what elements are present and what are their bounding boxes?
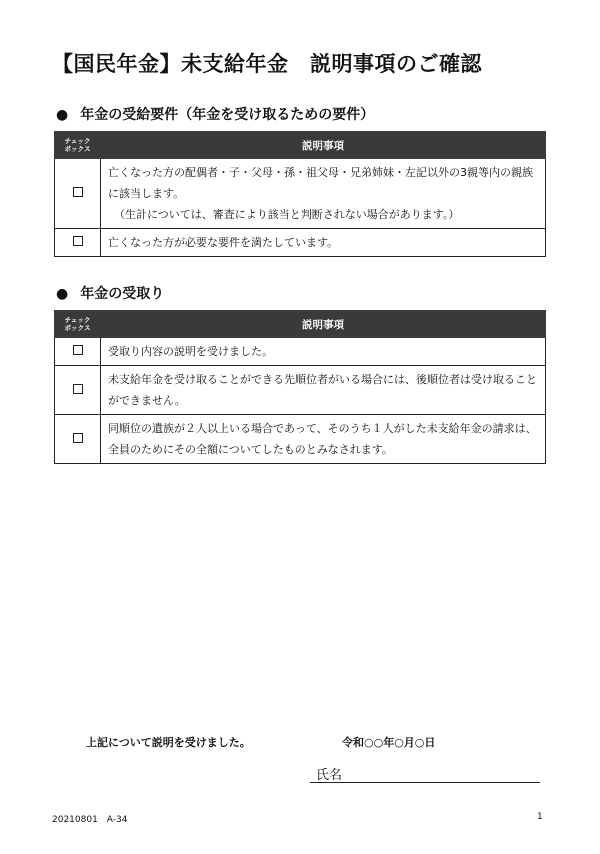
description-cell: [101, 415, 546, 464]
document-code: 20210801 A-34: [52, 815, 128, 825]
receipt-table: [54, 310, 546, 464]
checkbox-cell[interactable]: [55, 415, 101, 464]
table-row: [55, 229, 546, 257]
row-text: 亡くなった方の配偶者・子・父母・孫・祖父母・兄弟姉妹・左記以外の3親等内の親族に該当します。: [108, 166, 533, 200]
description-cell: [101, 338, 546, 366]
checkbox[interactable]: [73, 345, 83, 355]
date-field[interactable]: 令和○○年○月○日: [342, 736, 436, 749]
checkbox[interactable]: [73, 433, 83, 443]
table-row: [55, 338, 546, 366]
checkbox-cell[interactable]: [55, 366, 101, 415]
row-note: （生計については、審査により該当と判断されない場合があります。）: [114, 208, 460, 221]
bullet-icon: ●: [56, 286, 69, 302]
checkbox-cell[interactable]: [55, 229, 101, 257]
row-text: 未支給年金を受け取ることができる先順位者がいる場合には、後順位者は受け取ることができません。: [108, 373, 537, 407]
checkbox-cell[interactable]: [55, 159, 101, 229]
description-cell: [101, 366, 546, 415]
header-description-column: 説明事項: [101, 132, 546, 159]
name-label: 氏名: [316, 768, 343, 783]
header-checkbox-column: チェック ボックス: [55, 311, 101, 338]
table-row: [55, 159, 546, 229]
table-header-row: [55, 132, 546, 159]
header-checkbox-column: チェック ボックス: [55, 132, 101, 159]
page-title: 【国民年金】未支給年金 説明事項のご確認: [52, 52, 482, 76]
row-text: 同順位の遺族が２人以上いる場合であって、そのうち１人がした未支給年金の請求は、全員のためにその全額についてしたものとみなされます。: [108, 422, 537, 456]
checkbox-cell[interactable]: [55, 338, 101, 366]
bullet-icon: ●: [56, 107, 69, 123]
eligibility-table: [54, 131, 546, 257]
header-description-column: 説明事項: [101, 311, 546, 338]
description-cell: [101, 159, 546, 229]
row-text: 亡くなった方が必要な要件を満たしています。: [108, 236, 339, 249]
section-heading-eligibility: [56, 104, 374, 124]
checkbox[interactable]: [73, 187, 83, 197]
checkbox[interactable]: [73, 236, 83, 246]
table-row: [55, 366, 546, 415]
confirmation-statement: 上記について説明を受けました。: [86, 736, 251, 749]
table-header-row: [55, 311, 546, 338]
checkbox[interactable]: [73, 384, 83, 394]
description-cell: [101, 229, 546, 257]
section-heading-text: 年金の受取り: [80, 286, 165, 302]
table-row: [55, 415, 546, 464]
section-heading-text: 年金の受給要件（年金を受け取るための要件）: [80, 107, 375, 123]
name-signature-line[interactable]: [310, 782, 540, 783]
row-text: 受取り内容の説明を受けました。: [108, 345, 273, 358]
page-number: 1: [537, 812, 543, 822]
section-heading-receipt: [56, 283, 164, 303]
